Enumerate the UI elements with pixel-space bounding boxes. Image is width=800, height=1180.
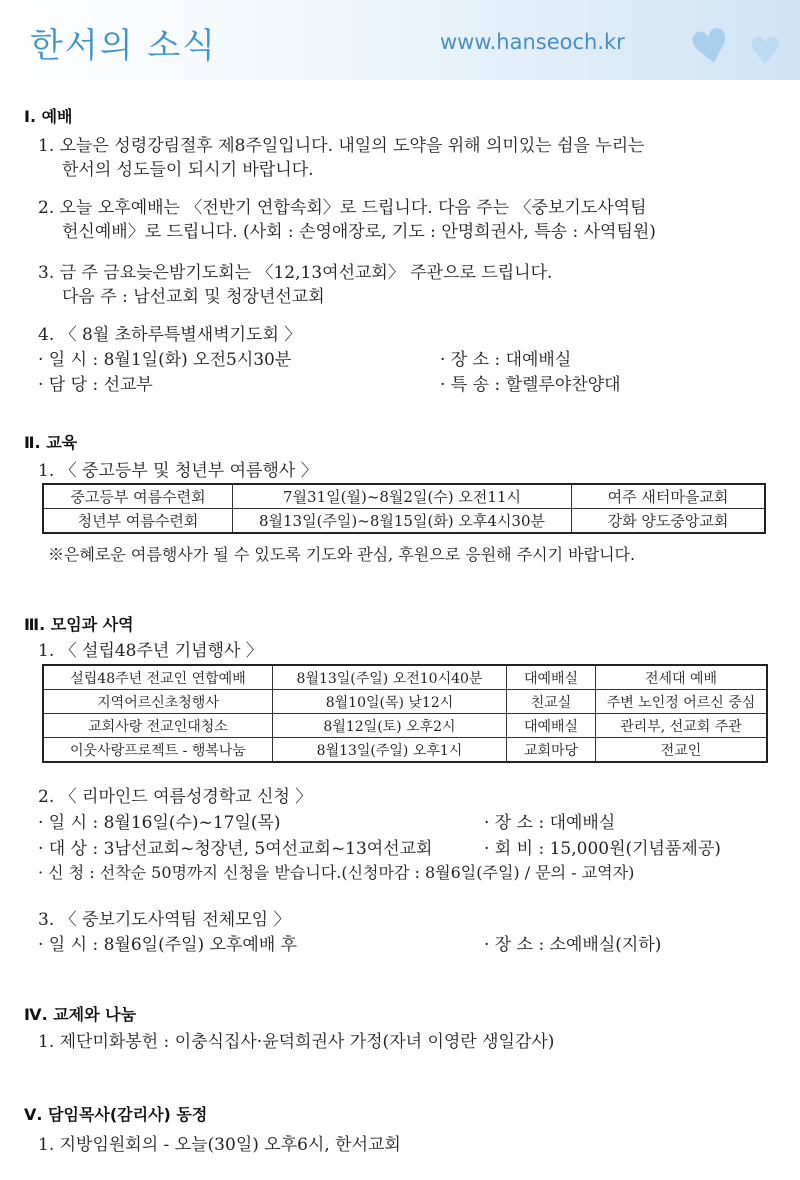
table-cell: 친교실 xyxy=(507,690,596,714)
worship-item-1-line-2: 한서의 성도들이 되시기 바랍니다. xyxy=(62,160,314,180)
section-title-fellowship: Ⅳ. 교제와 나눔 xyxy=(24,1005,137,1024)
worship-item-2-line-1: 2. 오늘 오후예배는 〈전반기 연합속회〉로 드립니다. 다음 주는 〈중보기도사역팀 xyxy=(38,198,647,218)
header-banner xyxy=(0,0,800,80)
gathering-item-2-date: · 일 시 : 8월16일(수)~17일(목) xyxy=(38,813,281,833)
section-title-worship: Ⅰ. 예배 xyxy=(24,107,73,126)
table-row xyxy=(43,690,767,714)
church-url[interactable]: www.hanseoch.kr xyxy=(440,30,625,54)
gathering-item-3-date: · 일 시 : 8월6일(주일) 오후예배 후 xyxy=(38,935,298,955)
table-cell: 전교인 xyxy=(596,738,768,763)
worship-item-1-line-1: 1. 오늘은 성령강림절후 제8주일입니다. 내일의 도약을 위해 의미있는 쉼을 누리는 xyxy=(38,136,645,156)
gathering-item-2-apply: · 신 청 : 선착순 50명까지 신청을 받습니다.(신청마감 : 8월6일(주일) / 문의 - 교역자) xyxy=(38,863,635,882)
heart-icon-small: ♥ xyxy=(748,29,783,73)
fellowship-item-1: 1. 제단미화봉헌 : 이충식집사·윤덕희권사 가정(자녀 이영란 생일감사) xyxy=(38,1032,555,1052)
table-cell: 지역어르신초청행사 xyxy=(43,690,273,714)
gathering-item-3-title: 3. 〈 중보기도사역팀 전체모임 〉 xyxy=(38,910,291,930)
table-cell: 교회마당 xyxy=(507,738,596,763)
worship-item-4-special: · 특 송 : 할렐루야찬양대 xyxy=(440,375,621,395)
table-cell: 7월31일(월)~8월2일(수) 오전11시 xyxy=(233,484,572,509)
table-cell: 대예배실 xyxy=(507,665,596,690)
summer-events-table xyxy=(42,483,766,534)
pastor-item-1: 1. 지방임원회의 - 오늘(30일) 오후6시, 한서교회 xyxy=(38,1135,401,1155)
table-row xyxy=(43,484,765,509)
worship-item-4-title: 4. 〈 8월 초하루특별새벽기도회 〉 xyxy=(38,325,302,345)
education-item-1-title: 1. 〈 중고등부 및 청년부 여름행사 〉 xyxy=(38,461,318,481)
table-cell: 중고등부 여름수련회 xyxy=(43,484,233,509)
gathering-item-2-fee: · 회 비 : 15,000원(기념품제공) xyxy=(484,839,721,859)
worship-item-4-charge: · 담 당 : 선교부 xyxy=(38,375,153,395)
table-cell: 8월13일(주일) 오전10시40분 xyxy=(273,665,507,690)
table-row xyxy=(43,738,767,763)
worship-item-4-date: · 일 시 : 8월1일(화) 오전5시30분 xyxy=(38,350,292,370)
section-title-pastor: Ⅴ. 담임목사(감리사) 동정 xyxy=(24,1105,208,1124)
section-title-education: Ⅱ. 교육 xyxy=(24,433,78,452)
table-cell: 설립48주년 전교인 연합예배 xyxy=(43,665,273,690)
gathering-item-2-title: 2. 〈 리마인드 여름성경학교 신청 〉 xyxy=(38,787,313,807)
table-cell: 8월12일(토) 오후2시 xyxy=(273,714,507,738)
bulletin-logo: 한서의 소식 xyxy=(30,26,218,66)
worship-item-3-line-1: 3. 금 주 금요늦은밤기도회는 〈12,13여선교회〉 주관으로 드립니다. xyxy=(38,263,553,283)
table-cell: 교회사랑 전교인대청소 xyxy=(43,714,273,738)
table-cell: 여주 새터마을교회 xyxy=(572,484,766,509)
table-cell: 이웃사랑프로젝트 - 행복나눔 xyxy=(43,738,273,763)
gathering-item-2-target: · 대 상 : 3남선교회~청장년, 5여선교회~13여선교회 xyxy=(38,839,433,859)
table-cell: 청년부 여름수련회 xyxy=(43,509,233,534)
table-row xyxy=(43,509,765,534)
anniversary-events-table xyxy=(42,664,768,763)
section-title-gatherings: Ⅲ. 모임과 사역 xyxy=(24,615,134,634)
table-cell: 8월10일(목) 낮12시 xyxy=(273,690,507,714)
worship-item-2-line-2: 헌신예배〉로 드립니다. (사회 : 손영애장로, 기도 : 안명희권사, 특송 : 사역팀원) xyxy=(62,222,656,242)
table-cell: 전세대 예배 xyxy=(596,665,768,690)
education-note: ※은혜로운 여름행사가 될 수 있도록 기도와 관심, 후원으로 응원해 주시기 바랍니다. xyxy=(48,545,636,564)
gathering-item-1-title: 1. 〈 설립48주년 기념행사 〉 xyxy=(38,641,263,661)
table-cell: 8월13일(주일)~8월15일(화) 오후4시30분 xyxy=(233,509,572,534)
table-cell: 주변 노인정 어르신 중심 xyxy=(596,690,768,714)
worship-item-4-place: · 장 소 : 대예배실 xyxy=(440,350,572,370)
table-cell: 강화 양도중앙교회 xyxy=(572,509,766,534)
worship-item-3-line-2: 다음 주 : 남선교회 및 청장년선교회 xyxy=(62,287,325,307)
gathering-item-3-place: · 장 소 : 소예배실(지하) xyxy=(484,935,662,955)
table-row xyxy=(43,714,767,738)
table-cell: 관리부, 선교회 주관 xyxy=(596,714,768,738)
gathering-item-2-place: · 장 소 : 대예배실 xyxy=(484,813,616,833)
table-row xyxy=(43,665,767,690)
table-cell: 8월13일(주일) 오후1시 xyxy=(273,738,507,763)
table-cell: 대예배실 xyxy=(507,714,596,738)
heart-icon: ♥ xyxy=(684,16,737,78)
